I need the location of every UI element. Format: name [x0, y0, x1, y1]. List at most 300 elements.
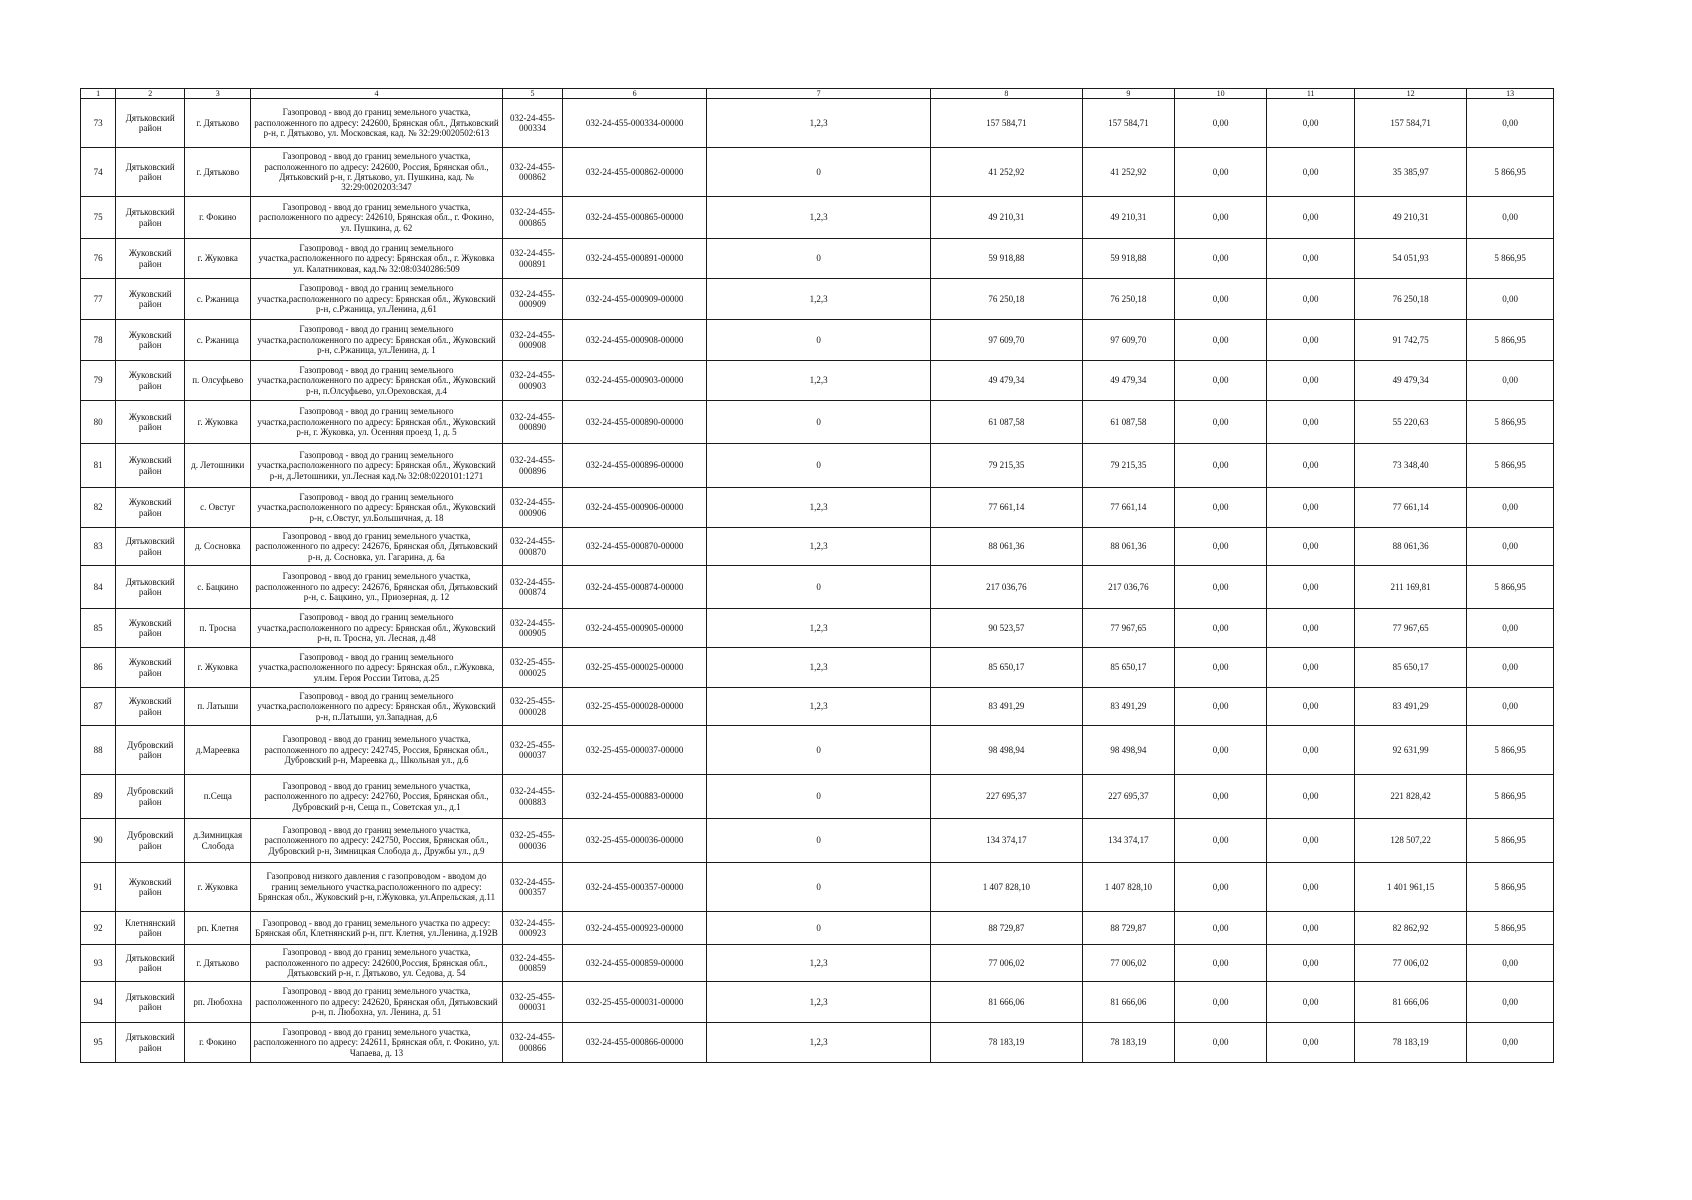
locality-cell: г. Дятьково	[185, 99, 251, 148]
category-cell: 0	[707, 148, 931, 197]
value-column-10: 0,00	[1174, 819, 1266, 863]
row-number: 78	[81, 320, 116, 361]
value-column-11: 0,00	[1267, 401, 1355, 444]
value-column-8: 1 407 828,10	[931, 863, 1083, 912]
locality-cell: г. Жуковка	[185, 239, 251, 279]
value-column-8: 227 695,37	[931, 775, 1083, 819]
value-column-9: 41 252,92	[1082, 148, 1174, 197]
value-column-8: 77 006,02	[931, 945, 1083, 982]
value-column-13: 5 866,95	[1467, 148, 1554, 197]
column-header: 12	[1355, 89, 1467, 99]
value-column-8: 76 250,18	[931, 279, 1083, 320]
value-column-12: 81 666,06	[1355, 982, 1467, 1023]
value-column-9: 77 006,02	[1082, 945, 1174, 982]
value-column-8: 77 661,14	[931, 488, 1083, 528]
locality-cell: г. Жуковка	[185, 863, 251, 912]
table-row	[81, 320, 1554, 361]
district-cell: Дубровский район	[116, 819, 185, 863]
value-column-13: 0,00	[1467, 361, 1554, 401]
table-row	[81, 566, 1554, 609]
row-number: 79	[81, 361, 116, 401]
district-cell: Дятьковский район	[116, 945, 185, 982]
category-cell: 0	[707, 863, 931, 912]
column-header: 11	[1267, 89, 1355, 99]
table-row	[81, 279, 1554, 320]
value-column-13: 0,00	[1467, 688, 1554, 726]
row-number: 80	[81, 401, 116, 444]
value-column-12: 91 742,75	[1355, 320, 1467, 361]
value-column-13: 5 866,95	[1467, 239, 1554, 279]
district-cell: Жуковский район	[116, 279, 185, 320]
inventory-number: 032-24-455-000357-00000	[563, 863, 707, 912]
value-column-11: 0,00	[1267, 444, 1355, 488]
value-column-13: 0,00	[1467, 945, 1554, 982]
locality-cell: п. Латыши	[185, 688, 251, 726]
cadastral-number: 032-24-455-000870	[502, 528, 562, 566]
value-column-8: 88 729,87	[931, 912, 1083, 945]
value-column-13: 5 866,95	[1467, 444, 1554, 488]
value-column-8: 85 650,17	[931, 648, 1083, 688]
value-column-11: 0,00	[1267, 982, 1355, 1023]
object-description: Газопровод - ввод до границ земельного участка,расположенного по адресу: Брянская обл., Жуковский р-н, п.Олсуфьево, ул.Ореховская, д.4	[251, 361, 503, 401]
value-column-9: 59 918,88	[1082, 239, 1174, 279]
value-column-13: 0,00	[1467, 648, 1554, 688]
value-column-8: 134 374,17	[931, 819, 1083, 863]
locality-cell: д.Мареевка	[185, 726, 251, 775]
value-column-12: 49 479,34	[1355, 361, 1467, 401]
category-cell: 0	[707, 775, 931, 819]
value-column-9: 78 183,19	[1082, 1023, 1174, 1063]
cadastral-number: 032-24-455-000357	[502, 863, 562, 912]
value-column-10: 0,00	[1174, 863, 1266, 912]
district-cell: Дятьковский район	[116, 148, 185, 197]
value-column-12: 128 507,22	[1355, 819, 1467, 863]
column-header: 8	[931, 89, 1083, 99]
value-column-8: 157 584,71	[931, 99, 1083, 148]
value-column-10: 0,00	[1174, 912, 1266, 945]
value-column-13: 0,00	[1467, 982, 1554, 1023]
value-column-9: 83 491,29	[1082, 688, 1174, 726]
cadastral-number: 032-25-455-000025	[502, 648, 562, 688]
object-description: Газопровод - ввод до границ земельного участка, расположенного по адресу: 242600,Россия, Брянская обл., Дятьковский р-н, г. Дятьково, ул. Седова, д. 54	[251, 945, 503, 982]
cadastral-number: 032-24-455-000891	[502, 239, 562, 279]
value-column-12: 221 828,42	[1355, 775, 1467, 819]
value-column-12: 55 220,63	[1355, 401, 1467, 444]
value-column-10: 0,00	[1174, 148, 1266, 197]
row-number: 81	[81, 444, 116, 488]
column-header: 4	[251, 89, 503, 99]
district-cell: Дятьковский район	[116, 566, 185, 609]
locality-cell: д. Летошники	[185, 444, 251, 488]
inventory-number: 032-25-455-000031-00000	[563, 982, 707, 1023]
district-cell: Дятьковский район	[116, 197, 185, 239]
value-column-13: 0,00	[1467, 609, 1554, 648]
value-column-12: 77 006,02	[1355, 945, 1467, 982]
locality-cell: п.Сеща	[185, 775, 251, 819]
value-column-10: 0,00	[1174, 361, 1266, 401]
value-column-9: 1 407 828,10	[1082, 863, 1174, 912]
table-row	[81, 982, 1554, 1023]
category-cell: 0	[707, 401, 931, 444]
row-number: 75	[81, 197, 116, 239]
inventory-number: 032-25-455-000036-00000	[563, 819, 707, 863]
category-cell: 1,2,3	[707, 197, 931, 239]
row-number: 93	[81, 945, 116, 982]
table-row	[81, 1023, 1554, 1063]
inventory-number: 032-25-455-000037-00000	[563, 726, 707, 775]
inventory-number: 032-24-455-000923-00000	[563, 912, 707, 945]
cadastral-number: 032-24-455-000874	[502, 566, 562, 609]
district-cell: Дубровский район	[116, 775, 185, 819]
value-column-11: 0,00	[1267, 99, 1355, 148]
row-number: 76	[81, 239, 116, 279]
row-number: 87	[81, 688, 116, 726]
locality-cell: п. Тросна	[185, 609, 251, 648]
value-column-8: 79 215,35	[931, 444, 1083, 488]
row-number: 92	[81, 912, 116, 945]
value-column-9: 81 666,06	[1082, 982, 1174, 1023]
category-cell: 0	[707, 320, 931, 361]
value-column-11: 0,00	[1267, 239, 1355, 279]
value-column-9: 227 695,37	[1082, 775, 1174, 819]
object-description: Газопровод - ввод до границ земельного участка,расположенного по адресу: Брянская обл., Жуковский р-н, с.Ржаница, ул.Ленина, д.61	[251, 279, 503, 320]
value-column-8: 61 087,58	[931, 401, 1083, 444]
inventory-number: 032-24-455-000334-00000	[563, 99, 707, 148]
value-column-11: 0,00	[1267, 726, 1355, 775]
value-column-8: 97 609,70	[931, 320, 1083, 361]
district-cell: Дятьковский район	[116, 1023, 185, 1063]
category-cell: 1,2,3	[707, 609, 931, 648]
value-column-11: 0,00	[1267, 566, 1355, 609]
value-column-9: 157 584,71	[1082, 99, 1174, 148]
value-column-12: 82 862,92	[1355, 912, 1467, 945]
value-column-11: 0,00	[1267, 279, 1355, 320]
locality-cell: д.Зимницкая Слобода	[185, 819, 251, 863]
object-description: Газопровод - ввод до границ земельного участка, расположенного по адресу: 242600, Брянская обл., Дятьковский р-н, г. Дятьково, ул. Московская, кад. № 32:29:0020502:613	[251, 99, 503, 148]
inventory-number: 032-24-455-000896-00000	[563, 444, 707, 488]
object-description: Газопровод - ввод до границ земельного участка, расположенного по адресу: 242750, Россия, Брянская обл., Дубровский р-н, Зимницкая Слобода д., Дружбы ул., д.9	[251, 819, 503, 863]
table-row	[81, 688, 1554, 726]
value-column-10: 0,00	[1174, 279, 1266, 320]
value-column-8: 41 252,92	[931, 148, 1083, 197]
table-row	[81, 99, 1554, 148]
category-cell: 1,2,3	[707, 945, 931, 982]
district-cell: Клетнянский район	[116, 912, 185, 945]
column-header: 13	[1467, 89, 1554, 99]
column-header: 3	[185, 89, 251, 99]
cadastral-number: 032-24-455-000862	[502, 148, 562, 197]
table-row	[81, 775, 1554, 819]
value-column-13: 0,00	[1467, 1023, 1554, 1063]
row-number: 85	[81, 609, 116, 648]
inventory-number: 032-24-455-000890-00000	[563, 401, 707, 444]
value-column-12: 88 061,36	[1355, 528, 1467, 566]
column-header: 1	[81, 89, 116, 99]
category-cell: 1,2,3	[707, 488, 931, 528]
cadastral-number: 032-24-455-000859	[502, 945, 562, 982]
locality-cell: с. Ржаница	[185, 279, 251, 320]
object-description: Газопровод - ввод до границ земельного участка,расположенного по адресу: Брянская обл., Жуковский р-н, г. Жуковка, ул. Осенняя проезд 1, д. 5	[251, 401, 503, 444]
value-column-12: 83 491,29	[1355, 688, 1467, 726]
object-description: Газопровод - ввод до границ земельного участка, расположенного по адресу: 242676, Брянская обл, Дятьковский р-н, д. Сосновка, ул. Гагарина, д. 6а	[251, 528, 503, 566]
district-cell: Жуковский район	[116, 688, 185, 726]
value-column-12: 157 584,71	[1355, 99, 1467, 148]
district-cell: Дятьковский район	[116, 982, 185, 1023]
value-column-8: 49 210,31	[931, 197, 1083, 239]
table-row	[81, 361, 1554, 401]
table-body	[81, 99, 1554, 1063]
value-column-11: 0,00	[1267, 609, 1355, 648]
value-column-11: 0,00	[1267, 688, 1355, 726]
value-column-12: 92 631,99	[1355, 726, 1467, 775]
value-column-12: 54 051,93	[1355, 239, 1467, 279]
district-cell: Жуковский район	[116, 444, 185, 488]
value-column-8: 59 918,88	[931, 239, 1083, 279]
column-header: 7	[707, 89, 931, 99]
category-cell: 1,2,3	[707, 279, 931, 320]
value-column-13: 5 866,95	[1467, 566, 1554, 609]
inventory-number: 032-24-455-000903-00000	[563, 361, 707, 401]
value-column-8: 217 036,76	[931, 566, 1083, 609]
table-row	[81, 197, 1554, 239]
district-cell: Жуковский район	[116, 361, 185, 401]
row-number: 89	[81, 775, 116, 819]
category-cell: 0	[707, 912, 931, 945]
value-column-11: 0,00	[1267, 197, 1355, 239]
cadastral-number: 032-25-455-000028	[502, 688, 562, 726]
cadastral-number: 032-24-455-000890	[502, 401, 562, 444]
value-column-10: 0,00	[1174, 528, 1266, 566]
column-header: 9	[1082, 89, 1174, 99]
row-number: 82	[81, 488, 116, 528]
inventory-number: 032-24-455-000883-00000	[563, 775, 707, 819]
locality-cell: с. Ржаница	[185, 320, 251, 361]
object-description: Газопровод - ввод до границ земельного участка,расположенного по адресу: Брянская обл., г.Жуковка, ул.им. Героя России Титова, д.25	[251, 648, 503, 688]
object-description: Газопровод - ввод до границ земельного участка,расположенного по адресу: Брянская обл., Жуковский р-н, д.Летошники, ул.Лесная кад.№ 32:08:0220101:1271	[251, 444, 503, 488]
district-cell: Дятьковский район	[116, 99, 185, 148]
value-column-13: 0,00	[1467, 99, 1554, 148]
table-row	[81, 912, 1554, 945]
value-column-9: 88 729,87	[1082, 912, 1174, 945]
value-column-10: 0,00	[1174, 726, 1266, 775]
value-column-11: 0,00	[1267, 912, 1355, 945]
inventory-number: 032-24-455-000906-00000	[563, 488, 707, 528]
district-cell: Жуковский район	[116, 239, 185, 279]
category-cell: 0	[707, 239, 931, 279]
cadastral-number: 032-25-455-000031	[502, 982, 562, 1023]
table-row	[81, 528, 1554, 566]
value-column-13: 5 866,95	[1467, 775, 1554, 819]
value-column-8: 83 491,29	[931, 688, 1083, 726]
category-cell: 0	[707, 726, 931, 775]
value-column-11: 0,00	[1267, 945, 1355, 982]
value-column-9: 49 210,31	[1082, 197, 1174, 239]
value-column-8: 49 479,34	[931, 361, 1083, 401]
district-cell: Жуковский район	[116, 648, 185, 688]
value-column-11: 0,00	[1267, 361, 1355, 401]
district-cell: Жуковский район	[116, 320, 185, 361]
category-cell: 1,2,3	[707, 361, 931, 401]
object-description: Газопровод - ввод до границ земельного участка, расположенного по адресу: 242620, Брянская обл, Дятьковский р-н, п. Любохна, ул. Ленина, д. 51	[251, 982, 503, 1023]
value-column-11: 0,00	[1267, 819, 1355, 863]
cadastral-number: 032-24-455-000865	[502, 197, 562, 239]
value-column-13: 0,00	[1467, 197, 1554, 239]
inventory-number: 032-25-455-000028-00000	[563, 688, 707, 726]
value-column-9: 85 650,17	[1082, 648, 1174, 688]
value-column-13: 5 866,95	[1467, 819, 1554, 863]
object-description: Газопровод - ввод до границ земельного участка,расположенного по адресу: Брянская обл., Жуковский р-н, п.Латыши, ул.Западная, д.6	[251, 688, 503, 726]
cadastral-number: 032-24-455-000909	[502, 279, 562, 320]
column-header: 6	[563, 89, 707, 99]
district-cell: Жуковский район	[116, 488, 185, 528]
value-column-10: 0,00	[1174, 99, 1266, 148]
category-cell: 1,2,3	[707, 688, 931, 726]
district-cell: Жуковский район	[116, 863, 185, 912]
cadastral-number: 032-24-455-000903	[502, 361, 562, 401]
value-column-8: 78 183,19	[931, 1023, 1083, 1063]
object-description: Газопровод - ввод до границ земельного участка,расположенного по адресу: Брянская обл., Жуковский р-н, с.Ржаница, ул.Ленина, д. 1	[251, 320, 503, 361]
table-row	[81, 488, 1554, 528]
row-number: 73	[81, 99, 116, 148]
value-column-10: 0,00	[1174, 1023, 1266, 1063]
value-column-11: 0,00	[1267, 863, 1355, 912]
row-number: 77	[81, 279, 116, 320]
value-column-10: 0,00	[1174, 401, 1266, 444]
table-row	[81, 726, 1554, 775]
locality-cell: г. Фокино	[185, 197, 251, 239]
row-number: 86	[81, 648, 116, 688]
locality-cell: г. Дятьково	[185, 148, 251, 197]
document-sheet	[80, 88, 1554, 1063]
category-cell: 0	[707, 566, 931, 609]
value-column-12: 35 385,97	[1355, 148, 1467, 197]
inventory-number: 032-24-455-000865-00000	[563, 197, 707, 239]
category-cell: 1,2,3	[707, 528, 931, 566]
cadastral-number: 032-24-455-000883	[502, 775, 562, 819]
value-column-12: 76 250,18	[1355, 279, 1467, 320]
column-header: 5	[502, 89, 562, 99]
value-column-9: 88 061,36	[1082, 528, 1174, 566]
value-column-13: 5 866,95	[1467, 912, 1554, 945]
value-column-10: 0,00	[1174, 197, 1266, 239]
value-column-13: 0,00	[1467, 528, 1554, 566]
table-row	[81, 863, 1554, 912]
inventory-number: 032-25-455-000025-00000	[563, 648, 707, 688]
inventory-number: 032-24-455-000891-00000	[563, 239, 707, 279]
table-row	[81, 401, 1554, 444]
value-column-11: 0,00	[1267, 148, 1355, 197]
data-table	[80, 88, 1554, 1063]
value-column-8: 98 498,94	[931, 726, 1083, 775]
locality-cell: рп. Клетня	[185, 912, 251, 945]
value-column-12: 85 650,17	[1355, 648, 1467, 688]
value-column-9: 97 609,70	[1082, 320, 1174, 361]
object-description: Газопровод - ввод до границ земельного участка,расположенного по адресу: Брянская обл., г. Жуковка ул. Калатниковая, кад.№ 32:08:0340286:509	[251, 239, 503, 279]
table-row	[81, 239, 1554, 279]
value-column-12: 49 210,31	[1355, 197, 1467, 239]
value-column-12: 77 661,14	[1355, 488, 1467, 528]
cadastral-number: 032-24-455-000896	[502, 444, 562, 488]
object-description: Газопровод - ввод до границ земельного участка, расположенного по адресу: 242611, Брянская обл, г. Фокино, ул. Чапаева, д. 13	[251, 1023, 503, 1063]
inventory-number: 032-24-455-000909-00000	[563, 279, 707, 320]
value-column-10: 0,00	[1174, 239, 1266, 279]
value-column-8: 81 666,06	[931, 982, 1083, 1023]
district-cell: Жуковский район	[116, 401, 185, 444]
category-cell: 1,2,3	[707, 648, 931, 688]
inventory-number: 032-24-455-000905-00000	[563, 609, 707, 648]
object-description: Газопровод - ввод до границ земельного участка по адресу: Брянская обл, Клетнянский р-н, пгт. Клетня, ул.Ленина, д.192В	[251, 912, 503, 945]
district-cell: Жуковский район	[116, 609, 185, 648]
district-cell: Дятьковский район	[116, 528, 185, 566]
inventory-number: 032-24-455-000908-00000	[563, 320, 707, 361]
object-description: Газопровод - ввод до границ земельного участка,расположенного по адресу: Брянская обл., Жуковский р-н, п. Тросна, ул. Лесная, д.48	[251, 609, 503, 648]
row-number: 88	[81, 726, 116, 775]
value-column-9: 49 479,34	[1082, 361, 1174, 401]
value-column-10: 0,00	[1174, 648, 1266, 688]
table-row	[81, 148, 1554, 197]
locality-cell: г. Жуковка	[185, 648, 251, 688]
value-column-9: 79 215,35	[1082, 444, 1174, 488]
value-column-12: 211 169,81	[1355, 566, 1467, 609]
row-number: 95	[81, 1023, 116, 1063]
value-column-10: 0,00	[1174, 982, 1266, 1023]
value-column-10: 0,00	[1174, 566, 1266, 609]
cadastral-number: 032-25-455-000036	[502, 819, 562, 863]
column-header: 10	[1174, 89, 1266, 99]
value-column-10: 0,00	[1174, 488, 1266, 528]
cadastral-number: 032-24-455-000906	[502, 488, 562, 528]
row-number: 91	[81, 863, 116, 912]
locality-cell: г. Жуковка	[185, 401, 251, 444]
value-column-10: 0,00	[1174, 688, 1266, 726]
value-column-11: 0,00	[1267, 528, 1355, 566]
object-description: Газопровод низкого давления с газопроводом - вводом до границ земельного участка,расположенного по адресу: Брянская обл., Жуковский р-н, г.Жуковка, ул.Апрельская, д.11	[251, 863, 503, 912]
column-number-row	[81, 89, 1554, 99]
cadastral-number: 032-24-455-000908	[502, 320, 562, 361]
value-column-13: 5 866,95	[1467, 863, 1554, 912]
cadastral-number: 032-24-455-000866	[502, 1023, 562, 1063]
category-cell: 0	[707, 819, 931, 863]
value-column-9: 77 661,14	[1082, 488, 1174, 528]
value-column-12: 78 183,19	[1355, 1023, 1467, 1063]
value-column-11: 0,00	[1267, 775, 1355, 819]
value-column-9: 134 374,17	[1082, 819, 1174, 863]
locality-cell: с. Бацкино	[185, 566, 251, 609]
object-description: Газопровод - ввод до границ земельного участка, расположенного по адресу: 242760, Россия, Брянская обл., Дубровский р-н, Сеща п., Советская ул., д.1	[251, 775, 503, 819]
value-column-9: 98 498,94	[1082, 726, 1174, 775]
value-column-11: 0,00	[1267, 648, 1355, 688]
cadastral-number: 032-25-455-000037	[502, 726, 562, 775]
value-column-10: 0,00	[1174, 444, 1266, 488]
value-column-12: 1 401 961,15	[1355, 863, 1467, 912]
locality-cell: г. Фокино	[185, 1023, 251, 1063]
object-description: Газопровод - ввод до границ земельного участка, расположенного по адресу: 242676, Брянская обл, Дятьковский р-н, с. Бацкино, ул., Приозерная, д. 12	[251, 566, 503, 609]
cadastral-number: 032-24-455-000905	[502, 609, 562, 648]
inventory-number: 032-24-455-000859-00000	[563, 945, 707, 982]
value-column-10: 0,00	[1174, 609, 1266, 648]
locality-cell: с. Овстуг	[185, 488, 251, 528]
inventory-number: 032-24-455-000862-00000	[563, 148, 707, 197]
locality-cell: г. Дятьково	[185, 945, 251, 982]
value-column-9: 217 036,76	[1082, 566, 1174, 609]
value-column-11: 0,00	[1267, 1023, 1355, 1063]
object-description: Газопровод - ввод до границ земельного участка, расположенного по адресу: 242745, Россия, Брянская обл., Дубровский р-н, Мареевка д., Школьная ул., д.6	[251, 726, 503, 775]
category-cell: 1,2,3	[707, 982, 931, 1023]
table-row	[81, 444, 1554, 488]
cadastral-number: 032-24-455-000923	[502, 912, 562, 945]
value-column-10: 0,00	[1174, 945, 1266, 982]
table-row	[81, 609, 1554, 648]
